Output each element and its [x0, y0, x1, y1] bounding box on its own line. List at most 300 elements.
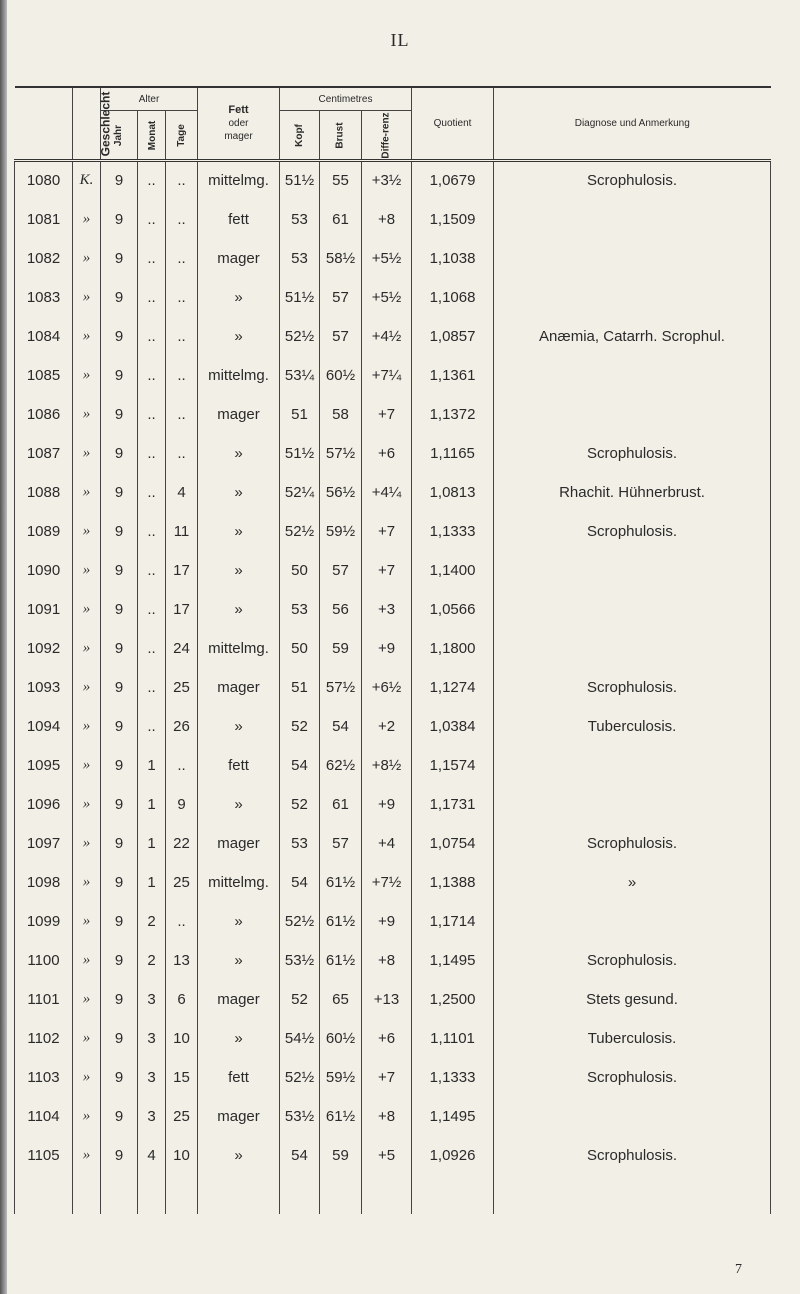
age-year-cell: 9 [101, 980, 138, 1019]
age-month-cell: 2 [138, 902, 166, 941]
table-row [15, 200, 771, 239]
difference-cell: +5 [362, 1136, 412, 1175]
row-number: 1085 [15, 356, 73, 395]
age-days-cell: 17 [166, 551, 198, 590]
head-circumference-cell: 53¼ [280, 356, 320, 395]
age-days-cell: 9 [166, 785, 198, 824]
sex-cell: » [73, 200, 101, 239]
quotient-cell: 1,1068 [412, 278, 494, 317]
chest-circumference-cell: 57 [320, 317, 362, 356]
table-row [15, 278, 771, 317]
chest-circumference-cell: 61 [320, 200, 362, 239]
head-circumference-cell: 53½ [280, 1097, 320, 1136]
empty-cell [166, 1175, 198, 1214]
age-year-cell: 9 [101, 1019, 138, 1058]
quotient-cell: 1,1495 [412, 1097, 494, 1136]
difference-cell: +8 [362, 941, 412, 980]
table-row [15, 863, 771, 902]
sex-cell: K. [73, 161, 101, 200]
chest-circumference-cell: 57½ [320, 668, 362, 707]
row-number: 1105 [15, 1136, 73, 1175]
difference-cell: +6 [362, 1019, 412, 1058]
row-number: 1096 [15, 785, 73, 824]
table-row [15, 941, 771, 980]
sex-cell: » [73, 239, 101, 278]
head-circumference-cell: 53½ [280, 941, 320, 980]
row-number: 1083 [15, 278, 73, 317]
head-circumference-cell: 52 [280, 785, 320, 824]
head-circumference-cell: 51 [280, 668, 320, 707]
empty-cell [412, 1175, 494, 1214]
age-month-cell: .. [138, 551, 166, 590]
age-days-cell: 4 [166, 473, 198, 512]
age-days-cell: 25 [166, 863, 198, 902]
chest-circumference-cell: 61½ [320, 941, 362, 980]
difference-cell: +3 [362, 590, 412, 629]
table-body [15, 161, 771, 1214]
diagnosis-cell: Scrophulosis. [494, 434, 771, 473]
quotient-cell: 1,2500 [412, 980, 494, 1019]
difference-cell: +2 [362, 707, 412, 746]
chest-circumference-cell: 58½ [320, 239, 362, 278]
head-circumference-cell: 53 [280, 590, 320, 629]
quotient-cell: 1,1274 [412, 668, 494, 707]
chest-circumference-cell: 57 [320, 551, 362, 590]
age-year-cell: 9 [101, 785, 138, 824]
age-month-cell: .. [138, 590, 166, 629]
diagnosis-cell: Scrophulosis. [494, 1058, 771, 1097]
table-row [15, 629, 771, 668]
row-number: 1092 [15, 629, 73, 668]
nutrition-cell: » [198, 434, 280, 473]
row-number: 1081 [15, 200, 73, 239]
quotient-cell: 1,1333 [412, 512, 494, 551]
head-circumference-cell: 52½ [280, 512, 320, 551]
nutrition-cell: » [198, 551, 280, 590]
diagnosis-cell: Scrophulosis. [494, 512, 771, 551]
sex-cell: » [73, 395, 101, 434]
table-row [15, 902, 771, 941]
age-days-cell: 24 [166, 629, 198, 668]
quotient-cell: 1,0384 [412, 707, 494, 746]
age-year-cell: 9 [101, 356, 138, 395]
age-month-cell: 1 [138, 824, 166, 863]
row-number: 1104 [15, 1097, 73, 1136]
row-number: 1101 [15, 980, 73, 1019]
age-days-cell: .. [166, 317, 198, 356]
nutrition-cell: mager [198, 1097, 280, 1136]
age-days-cell: 25 [166, 668, 198, 707]
quotient-cell: 1,0857 [412, 317, 494, 356]
age-year-cell: 9 [101, 317, 138, 356]
row-number: 1090 [15, 551, 73, 590]
chest-circumference-cell: 60½ [320, 1019, 362, 1058]
header-monat: Monat [138, 111, 166, 161]
difference-cell: +9 [362, 785, 412, 824]
empty-cell [280, 1175, 320, 1214]
table-row [15, 785, 771, 824]
sex-cell: » [73, 1019, 101, 1058]
age-month-cell: 2 [138, 941, 166, 980]
row-number: 1086 [15, 395, 73, 434]
age-month-cell: .. [138, 512, 166, 551]
sex-cell: » [73, 356, 101, 395]
head-circumference-cell: 52 [280, 707, 320, 746]
page-number: IL [390, 30, 410, 50]
chest-circumference-cell: 56 [320, 590, 362, 629]
head-circumference-cell: 52½ [280, 902, 320, 941]
age-year-cell: 9 [101, 1136, 138, 1175]
head-circumference-cell: 51½ [280, 278, 320, 317]
age-month-cell: .. [138, 629, 166, 668]
row-number: 1099 [15, 902, 73, 941]
diagnosis-cell: Anæmia, Catarrh. Scrophul. [494, 317, 771, 356]
age-month-cell: .. [138, 434, 166, 473]
header-quotient: Quotient [412, 87, 494, 161]
age-days-cell: .. [166, 434, 198, 473]
chest-circumference-cell: 61½ [320, 863, 362, 902]
difference-cell: +9 [362, 902, 412, 941]
diagnosis-cell [494, 239, 771, 278]
table-row [15, 980, 771, 1019]
quotient-cell: 1,1038 [412, 239, 494, 278]
table-row [15, 317, 771, 356]
nutrition-cell: » [198, 902, 280, 941]
diagnosis-cell: » [494, 863, 771, 902]
age-year-cell: 9 [101, 629, 138, 668]
table-row [15, 239, 771, 278]
diagnosis-cell [494, 278, 771, 317]
sex-cell: » [73, 941, 101, 980]
empty-cell [73, 1175, 101, 1214]
header-number [15, 87, 73, 161]
diagnosis-cell: Tuberculosis. [494, 1019, 771, 1058]
nutrition-cell: » [198, 512, 280, 551]
table-row [15, 395, 771, 434]
head-circumference-cell: 53 [280, 200, 320, 239]
nutrition-cell: » [198, 473, 280, 512]
quotient-cell: 1,1165 [412, 434, 494, 473]
nutrition-cell: mager [198, 395, 280, 434]
difference-cell: +8 [362, 1097, 412, 1136]
age-year-cell: 9 [101, 1097, 138, 1136]
age-year-cell: 9 [101, 902, 138, 941]
head-circumference-cell: 54 [280, 1136, 320, 1175]
header-jahr: Jahr [101, 111, 138, 161]
empty-cell [320, 1175, 362, 1214]
quotient-cell: 1,1714 [412, 902, 494, 941]
diagnosis-cell [494, 785, 771, 824]
nutrition-cell: » [198, 785, 280, 824]
sex-cell: » [73, 668, 101, 707]
age-days-cell: .. [166, 902, 198, 941]
age-year-cell: 9 [101, 668, 138, 707]
head-circumference-cell: 54 [280, 746, 320, 785]
empty-cell [198, 1175, 280, 1214]
quotient-cell: 1,0926 [412, 1136, 494, 1175]
age-days-cell: 17 [166, 590, 198, 629]
nutrition-cell: mittelmg. [198, 863, 280, 902]
row-number: 1098 [15, 863, 73, 902]
chest-circumference-cell: 62½ [320, 746, 362, 785]
sex-cell: » [73, 1136, 101, 1175]
sex-cell: » [73, 1097, 101, 1136]
header-brust: Brust [320, 111, 362, 161]
nutrition-cell: mager [198, 824, 280, 863]
age-month-cell: 3 [138, 1019, 166, 1058]
chest-circumference-cell: 60½ [320, 356, 362, 395]
diagnosis-cell: Tuberculosis. [494, 707, 771, 746]
table-bottom-space [15, 1175, 771, 1214]
chest-circumference-cell: 54 [320, 707, 362, 746]
age-days-cell: 10 [166, 1019, 198, 1058]
age-year-cell: 9 [101, 161, 138, 200]
age-month-cell: 4 [138, 1136, 166, 1175]
quotient-cell: 1,1101 [412, 1019, 494, 1058]
head-circumference-cell: 53 [280, 824, 320, 863]
sex-cell: » [73, 824, 101, 863]
difference-cell: +4¼ [362, 473, 412, 512]
age-year-cell: 9 [101, 941, 138, 980]
nutrition-cell: mittelmg. [198, 629, 280, 668]
age-year-cell: 9 [101, 278, 138, 317]
nutrition-cell: mittelmg. [198, 356, 280, 395]
header-kopf: Kopf [280, 111, 320, 161]
age-days-cell: 11 [166, 512, 198, 551]
age-month-cell: .. [138, 356, 166, 395]
quotient-cell: 1,0566 [412, 590, 494, 629]
footnote-number: 7 [735, 1262, 742, 1277]
table-row [15, 1019, 771, 1058]
diagnosis-cell: Scrophulosis. [494, 1136, 771, 1175]
empty-cell [15, 1175, 73, 1214]
table-row [15, 161, 771, 200]
row-number: 1093 [15, 668, 73, 707]
table-row [15, 434, 771, 473]
head-circumference-cell: 54½ [280, 1019, 320, 1058]
row-number: 1084 [15, 317, 73, 356]
sex-cell: » [73, 317, 101, 356]
quotient-cell: 1,1361 [412, 356, 494, 395]
sex-cell: » [73, 902, 101, 941]
age-days-cell: .. [166, 356, 198, 395]
age-month-cell: .. [138, 473, 166, 512]
nutrition-cell: » [198, 1019, 280, 1058]
age-year-cell: 9 [101, 746, 138, 785]
age-year-cell: 9 [101, 1058, 138, 1097]
row-number: 1088 [15, 473, 73, 512]
row-number: 1087 [15, 434, 73, 473]
chest-circumference-cell: 61½ [320, 1097, 362, 1136]
row-number: 1103 [15, 1058, 73, 1097]
diagnosis-cell: Scrophulosis. [494, 824, 771, 863]
nutrition-cell: mittelmg. [198, 161, 280, 200]
diagnosis-cell: Scrophulosis. [494, 668, 771, 707]
age-year-cell: 9 [101, 551, 138, 590]
chest-circumference-cell: 58 [320, 395, 362, 434]
table-row [15, 512, 771, 551]
age-year-cell: 9 [101, 824, 138, 863]
age-year-cell: 9 [101, 200, 138, 239]
head-circumference-cell: 50 [280, 551, 320, 590]
age-days-cell: .. [166, 278, 198, 317]
age-days-cell: 26 [166, 707, 198, 746]
header-alter: Alter [101, 87, 198, 111]
head-circumference-cell: 52 [280, 980, 320, 1019]
table-row [15, 1097, 771, 1136]
diagnosis-cell [494, 629, 771, 668]
sex-cell: » [73, 863, 101, 902]
chest-circumference-cell: 65 [320, 980, 362, 1019]
age-year-cell: 9 [101, 434, 138, 473]
diagnosis-cell [494, 395, 771, 434]
difference-cell: +7 [362, 551, 412, 590]
measurement-table [14, 86, 771, 1214]
diagnosis-cell: Scrophulosis. [494, 941, 771, 980]
diagnosis-cell: Rhachit. Hühnerbrust. [494, 473, 771, 512]
quotient-cell: 1,1509 [412, 200, 494, 239]
nutrition-cell: » [198, 1136, 280, 1175]
header-centimetres: Centimetres [280, 87, 412, 111]
nutrition-cell: mager [198, 668, 280, 707]
difference-cell: +4½ [362, 317, 412, 356]
sex-cell: » [73, 551, 101, 590]
row-number: 1095 [15, 746, 73, 785]
header-fett: Fett oder mager [198, 87, 280, 161]
quotient-cell: 1,1731 [412, 785, 494, 824]
diagnosis-cell [494, 551, 771, 590]
chest-circumference-cell: 55 [320, 161, 362, 200]
age-month-cell: .. [138, 278, 166, 317]
head-circumference-cell: 52¼ [280, 473, 320, 512]
age-month-cell: .. [138, 239, 166, 278]
difference-cell: +5½ [362, 239, 412, 278]
age-days-cell: .. [166, 746, 198, 785]
diagnosis-cell: Stets gesund. [494, 980, 771, 1019]
sex-cell: » [73, 1058, 101, 1097]
difference-cell: +8½ [362, 746, 412, 785]
quotient-cell: 1,0754 [412, 824, 494, 863]
row-number: 1102 [15, 1019, 73, 1058]
diagnosis-cell [494, 902, 771, 941]
age-month-cell: .. [138, 200, 166, 239]
header-geschlecht: Geschlecht [73, 87, 101, 161]
difference-cell: +6½ [362, 668, 412, 707]
diagnosis-cell [494, 356, 771, 395]
row-number: 1097 [15, 824, 73, 863]
age-year-cell: 9 [101, 863, 138, 902]
row-number: 1100 [15, 941, 73, 980]
age-year-cell: 9 [101, 512, 138, 551]
age-year-cell: 9 [101, 395, 138, 434]
header-diagnose: Diagnose und Anmerkung [494, 87, 771, 161]
chest-circumference-cell: 59½ [320, 1058, 362, 1097]
nutrition-cell: » [198, 278, 280, 317]
table-row [15, 668, 771, 707]
table-row [15, 590, 771, 629]
age-month-cell: .. [138, 317, 166, 356]
header-tage: Tage [166, 111, 198, 161]
sex-cell: » [73, 278, 101, 317]
quotient-cell: 1,1800 [412, 629, 494, 668]
quotient-cell: 1,1400 [412, 551, 494, 590]
chest-circumference-cell: 57 [320, 824, 362, 863]
empty-cell [101, 1175, 138, 1214]
table-row [15, 1058, 771, 1097]
age-days-cell: 22 [166, 824, 198, 863]
head-circumference-cell: 51½ [280, 161, 320, 200]
table-row [15, 473, 771, 512]
nutrition-cell: » [198, 317, 280, 356]
sex-cell: » [73, 473, 101, 512]
quotient-cell: 1,1372 [412, 395, 494, 434]
age-month-cell: 1 [138, 863, 166, 902]
difference-cell: +4 [362, 824, 412, 863]
head-circumference-cell: 53 [280, 239, 320, 278]
age-year-cell: 9 [101, 707, 138, 746]
difference-cell: +8 [362, 200, 412, 239]
age-month-cell: 1 [138, 785, 166, 824]
age-days-cell: .. [166, 200, 198, 239]
age-month-cell: .. [138, 707, 166, 746]
diagnosis-cell [494, 746, 771, 785]
age-month-cell: 3 [138, 980, 166, 1019]
sex-cell: » [73, 707, 101, 746]
sex-cell: » [73, 980, 101, 1019]
difference-cell: +3½ [362, 161, 412, 200]
difference-cell: +5½ [362, 278, 412, 317]
diagnosis-cell [494, 1097, 771, 1136]
nutrition-cell: » [198, 590, 280, 629]
sex-cell: » [73, 434, 101, 473]
quotient-cell: 1,0679 [412, 161, 494, 200]
chest-circumference-cell: 61 [320, 785, 362, 824]
quotient-cell: 1,1574 [412, 746, 494, 785]
nutrition-cell: » [198, 707, 280, 746]
difference-cell: +7½ [362, 863, 412, 902]
sex-cell: » [73, 512, 101, 551]
age-year-cell: 9 [101, 239, 138, 278]
nutrition-cell: mager [198, 239, 280, 278]
quotient-cell: 1,1388 [412, 863, 494, 902]
difference-cell: +7 [362, 512, 412, 551]
diagnosis-cell [494, 200, 771, 239]
age-days-cell: .. [166, 239, 198, 278]
difference-cell: +7¼ [362, 356, 412, 395]
age-month-cell: 3 [138, 1097, 166, 1136]
age-year-cell: 9 [101, 590, 138, 629]
nutrition-cell: mager [198, 980, 280, 1019]
table-row [15, 551, 771, 590]
row-number: 1082 [15, 239, 73, 278]
quotient-cell: 1,0813 [412, 473, 494, 512]
table-row [15, 707, 771, 746]
age-days-cell: 10 [166, 1136, 198, 1175]
age-days-cell: 25 [166, 1097, 198, 1136]
empty-cell [494, 1175, 771, 1214]
sex-cell: » [73, 746, 101, 785]
empty-cell [138, 1175, 166, 1214]
diagnosis-cell [494, 590, 771, 629]
chest-circumference-cell: 57 [320, 278, 362, 317]
table-row [15, 746, 771, 785]
table-row [15, 1136, 771, 1175]
quotient-cell: 1,1495 [412, 941, 494, 980]
age-days-cell: 6 [166, 980, 198, 1019]
age-month-cell: .. [138, 161, 166, 200]
difference-cell: +7 [362, 395, 412, 434]
age-month-cell: 3 [138, 1058, 166, 1097]
